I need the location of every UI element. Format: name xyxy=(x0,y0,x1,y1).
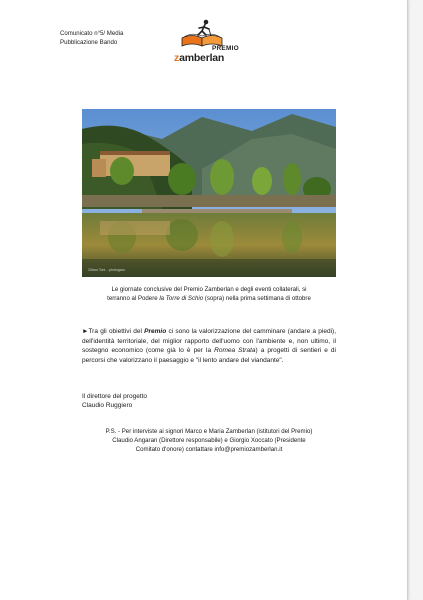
landscape-photo xyxy=(82,109,336,277)
caption-pre: terranno al Podere xyxy=(107,295,160,302)
caption-line-1: Le giornate conclusive del Premio Zamberlan e degli eventi collaterali, si xyxy=(111,286,307,293)
logo-brand-z: z xyxy=(174,52,180,64)
header-info xyxy=(60,29,123,47)
para-romea: Romea Strata xyxy=(214,347,256,355)
signature-name: Claudio Ruggiero xyxy=(82,402,133,409)
photo-caption xyxy=(70,285,348,303)
para-part-3: ) a progetti di sentieri e di percorsi che valorizzano il paesaggio e "il lento andare del viandante". xyxy=(82,347,336,364)
objectives-paragraph xyxy=(82,327,336,365)
caption-post: (sopra) nella prima settimana di ottobre xyxy=(203,295,311,302)
para-part-1: Tra gli obiettivi del xyxy=(88,328,145,335)
photo-watermark: Cillaro Toni ...photogaro xyxy=(88,268,125,272)
postscript xyxy=(82,427,336,455)
para-part-2: ci sono la valorizzazione del camminare (andare a piedi), dell'identità territoriale, del miglior rapporto dell'uomo con l'ambiente e, non ultimo, il sostegno economico (come già lo è per la xyxy=(82,328,336,355)
ps-line-1: P.S. - Per interviste ai signori Marco e Maria Zamberlan (istitutori del Premio) xyxy=(105,428,313,435)
pubblicazione-label: Pubblicazione Bando xyxy=(60,39,118,46)
caption-italic: la Torre di Schio xyxy=(159,295,204,302)
logo-brand-rest: amberlan xyxy=(179,52,225,64)
premio-zamberlan-logo xyxy=(174,18,240,66)
caption-line-2 xyxy=(70,294,348,303)
arrow-bullet-icon: ► xyxy=(82,328,89,335)
para-premio-word: Premio xyxy=(144,328,167,335)
comunicato-label: Comunicato n°5/ Media xyxy=(60,30,124,37)
signature-block xyxy=(82,392,147,410)
book-logo-icon xyxy=(178,18,228,48)
logo-brand-text xyxy=(174,52,224,64)
ps-line-2: Claudio Angaran (Direttore responsabile) e Giorgio Xoccato (Presidente xyxy=(112,437,306,445)
ps-line-3: Comitato d'onore) contattare info@premiozamberlan.it xyxy=(135,446,283,454)
logo-premio-text: PREMIO xyxy=(212,45,239,52)
lake-landscape-image xyxy=(82,109,336,277)
signature-role: Il direttore del progetto xyxy=(82,393,148,400)
